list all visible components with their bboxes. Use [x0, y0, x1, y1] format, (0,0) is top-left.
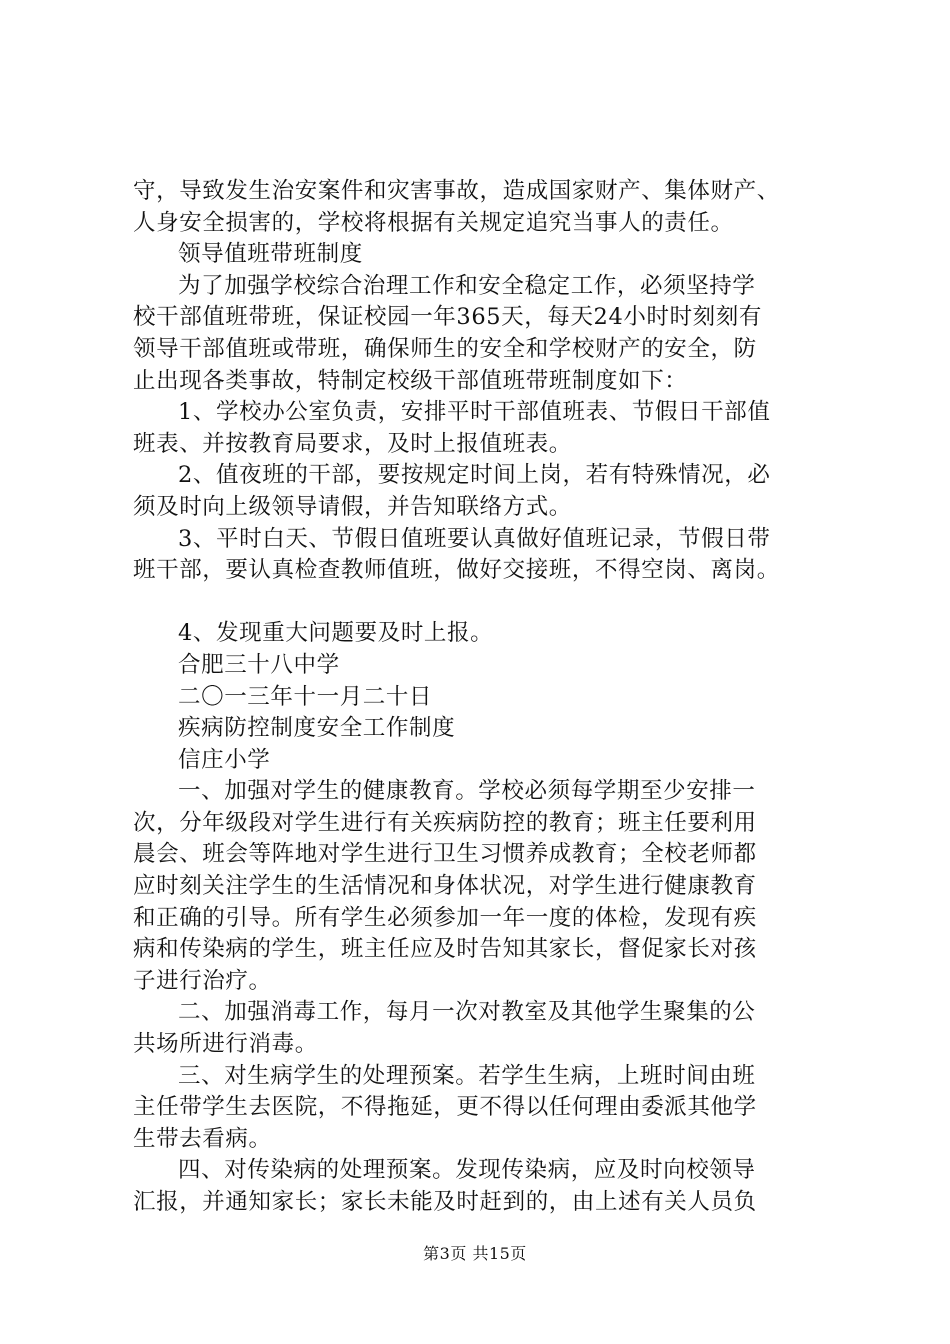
text-line: 子进行治疗。 — [133, 967, 272, 994]
text-line: 生带去看病。 — [133, 1125, 272, 1152]
blank-line — [133, 587, 833, 619]
text-line: 校干部值班带班，保证校园一年365天，每天24小时时刻刻有 — [133, 304, 762, 331]
text-line: 应时刻关注学生的生活情况和身体状况，对学生进行健康教育 — [133, 873, 757, 900]
document-body — [133, 176, 833, 1219]
text-line: 1、学校办公室负责，安排平时干部值班表、节假日干部值 — [178, 399, 771, 426]
text-line: 止出现各类事故，特制定校级干部值班带班制度如下： — [133, 367, 688, 394]
signature-org: 合肥三十八中学 — [178, 651, 340, 678]
text-line: 班表、并按教育局要求，及时上报值班表。 — [133, 430, 572, 457]
text-line: 3、平时白天、节假日值班要认真做好值班记录，节假日带 — [178, 525, 771, 552]
text-line: 病和传染病的学生，班主任应及时告知其家长，督促家长对孩 — [133, 936, 757, 963]
signature-date: 二〇一三年十一月二十日 — [178, 683, 433, 710]
text-line: 须及时向上级领导请假，并告知联络方式。 — [133, 493, 572, 520]
text-line: 晨会、班会等阵地对学生进行卫生习惯养成教育；全校老师都 — [133, 841, 757, 868]
text-line: 次，分年级段对学生进行有关疾病防控的教育；班主任要利用 — [133, 809, 757, 836]
text-line: 和正确的引导。所有学生必须参加一年一度的体检，发现有疾 — [133, 904, 757, 931]
section-heading: 疾病防控制度安全工作制度 — [178, 715, 456, 742]
text-line: 4、发现重大问题要及时上报。 — [178, 620, 494, 647]
school-name: 信庄小学 — [178, 746, 271, 773]
text-line: 三、对生病学生的处理预案。若学生生病，上班时间由班 — [178, 1062, 756, 1089]
text-line: 为了加强学校综合治理工作和安全稳定工作，必须坚持学 — [178, 272, 756, 299]
page-number-footer: 第3页 共15页 — [423, 1244, 527, 1263]
text-line: 二、加强消毒工作，每月一次对教室及其他学生聚集的公 — [178, 999, 756, 1026]
text-line: 共场所进行消毒。 — [133, 1031, 318, 1058]
text-line: 班干部，要认真检查教师值班，做好交接班，不得空岗、离岗。 — [133, 557, 780, 584]
text-line: 人身安全损害的，学校将根据有关规定追究当事人的责任。 — [133, 209, 734, 236]
text-line: 一、加强对学生的健康教育。学校必须每学期至少安排一 — [178, 778, 756, 805]
section-heading: 领导值班带班制度 — [178, 241, 363, 268]
text-line: 守，导致发生治安案件和灾害事故，造成国家财产、集体财产、 — [133, 178, 780, 204]
text-line: 四、对传染病的处理预案。发现传染病，应及时向校领导 — [178, 1157, 756, 1184]
text-line: 领导干部值班或带班，确保师生的安全和学校财产的安全，防 — [133, 335, 757, 362]
text-line: 主任带学生去医院，不得拖延，更不得以任何理由委派其他学 — [133, 1094, 757, 1121]
text-line: 2、值夜班的干部，要按规定时间上岗，若有特殊情况，必 — [178, 462, 771, 489]
text-line: 汇报，并通知家长；家长未能及时赶到的，由上述有关人员负 — [133, 1189, 757, 1215]
